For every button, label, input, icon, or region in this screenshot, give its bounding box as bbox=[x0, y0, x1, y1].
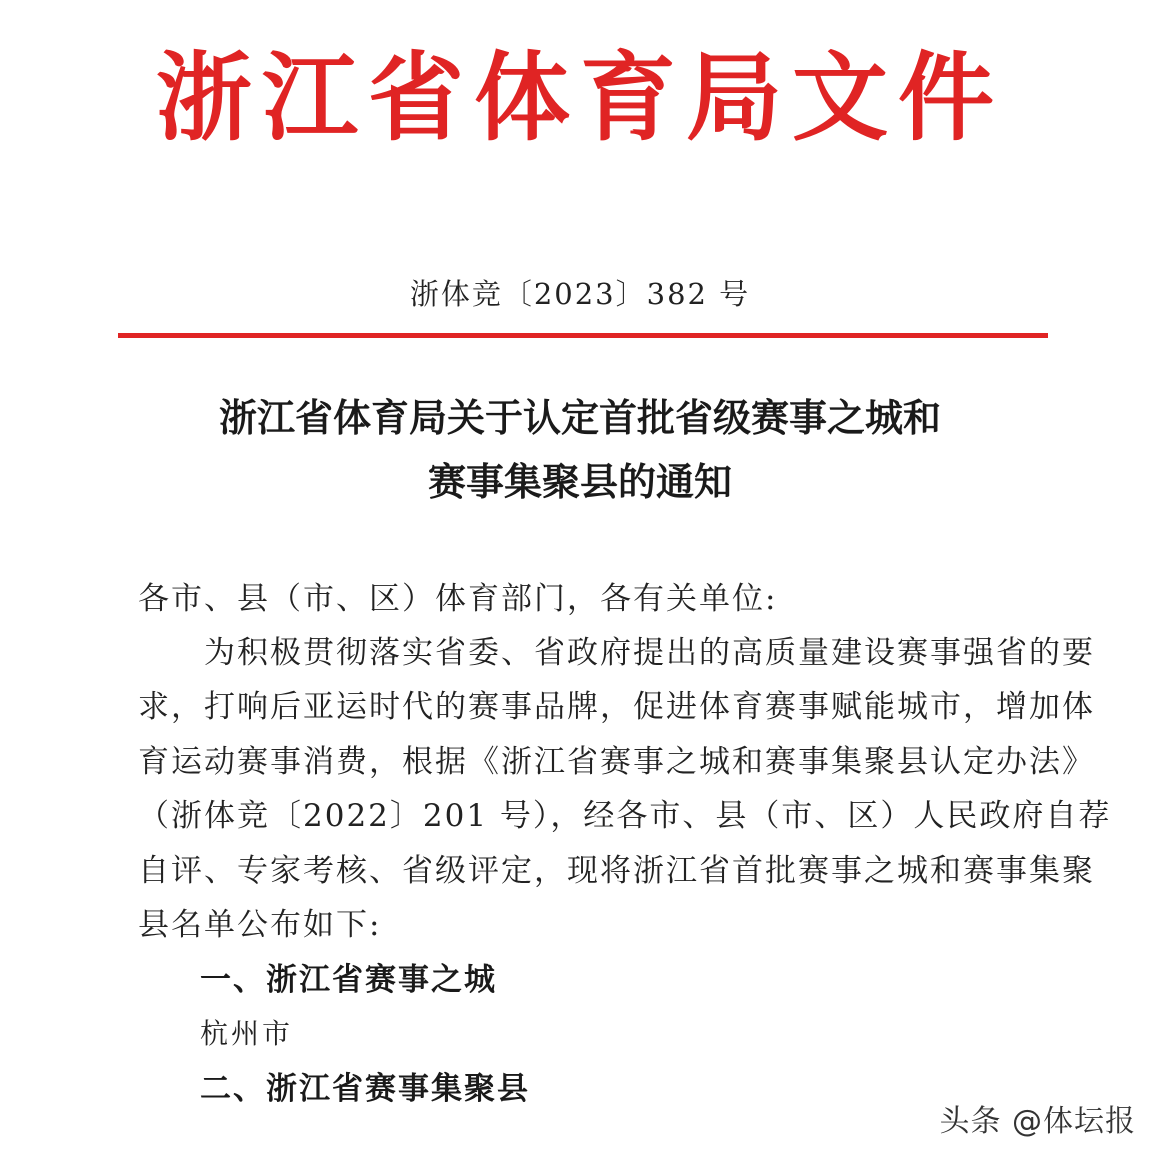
section-heading-1: 一、浙江省赛事之城 bbox=[200, 962, 497, 998]
section-item: 杭州市 bbox=[200, 1017, 294, 1050]
document-header-title: 浙江省体育局文件 bbox=[156, 42, 1004, 154]
salutation: 各市、县（市、区）体育部门，各有关单位: bbox=[138, 581, 778, 617]
source-watermark: 头条 @体坛报 bbox=[939, 1104, 1136, 1139]
paragraph-line: 自评、专家考核、省级评定，现将浙江省首批赛事之城和赛事集聚 bbox=[138, 853, 1095, 889]
notice-title-line-2: 赛事集聚县的通知 bbox=[427, 459, 732, 504]
paragraph-line: 育运动赛事消费，根据《浙江省赛事之城和赛事集聚县认定办法》 bbox=[138, 744, 1095, 780]
paragraph-line: 县名单公布如下: bbox=[138, 907, 382, 943]
paragraph-line: 为积极贯彻落实省委、省政府提出的高质量建设赛事强省的要 bbox=[138, 635, 1095, 671]
red-separator-line bbox=[118, 333, 1048, 338]
notice-title bbox=[0, 386, 1160, 514]
notice-title-line-1: 浙江省体育局关于认定首批省级赛事之城和 bbox=[218, 395, 941, 440]
document-number: 浙体竞〔2023〕382 号 bbox=[409, 277, 751, 311]
section-heading-2: 二、浙江省赛事集聚县 bbox=[200, 1071, 530, 1107]
paragraph-line: 求，打响后亚运时代的赛事品牌，促进体育赛事赋能城市，增加体 bbox=[138, 689, 1095, 725]
paragraph-line: （浙体竞〔2022〕201 号），经各市、县（市、区）人民政府自荐 bbox=[138, 798, 1112, 834]
